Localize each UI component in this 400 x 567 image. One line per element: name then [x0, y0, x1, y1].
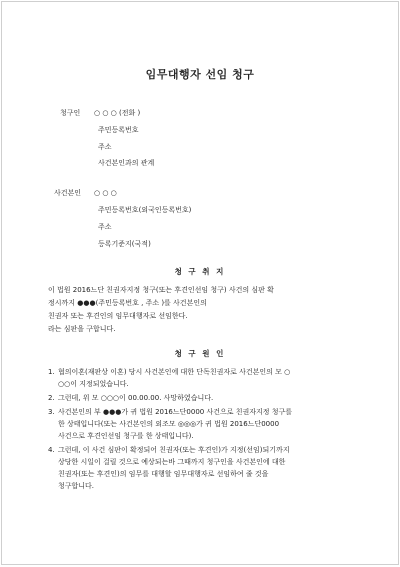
cause-heading: 청 구 원 인 [174, 349, 226, 358]
cause-item-line: 사건본인의 부 ●●●가 귀 법원 2016느단0000 사건으로 친권자지정 청구를 [58, 408, 293, 416]
applicant-address-label: 주소 [98, 143, 112, 151]
cause-item-number: 2. [48, 394, 55, 402]
cause-item-number: 4. [48, 446, 55, 454]
cause-item [48, 444, 368, 492]
cause-item [48, 366, 368, 390]
purpose-line: 이 법원 2016느단 친권자지정 청구(또는 후견인선임 청구) 사건의 심판 확 [48, 286, 274, 294]
cause-item-number: 3. [48, 408, 55, 416]
cause-item-line: 친권자(또는 후견인)의 임무를 대행할 임무대행자로 선임하여 줄 것을 [58, 470, 269, 478]
cause-item-number: 1. [48, 368, 55, 376]
cause-item-line: 한 상태입니다(또는 사건본인의 외조모 ◎◎◎가 귀 법원 2016느단0000 [58, 420, 280, 428]
purpose-heading: 청 구 취 지 [174, 267, 226, 276]
principal-rrn-label: 주민등록번호(외국인등록번호) [98, 206, 192, 214]
cause-item-line: 상당한 시일이 걸릴 것으로 예상되는바 그때까지 청구인을 사건본인에 대한 [58, 458, 286, 466]
cause-item-line: 협의이혼(재판상 이혼) 당시 사건본인에 대한 단독친권자로 사건본인의 모 ○ [58, 368, 291, 376]
purpose-line: 정시까지 ●●●(주민등록번호 , 주소 )를 사건본인의 [48, 299, 207, 307]
purpose-line: 친권자 또는 후견인의 임무대행자로 선임한다. [48, 312, 188, 320]
principal-registry-label: 등록기준지(국적) [98, 240, 151, 248]
applicant-rrn-label: 주민등록번호 [98, 126, 139, 134]
principal-name-line: ○ ○ ○ [94, 189, 117, 197]
cause-item-line: 그런데, 위 모 ○○○이 00.00.00. 사망하였습니다. [58, 394, 214, 402]
cause-item [48, 392, 368, 404]
cause-item-line: ○○이 지정되었습니다. [58, 380, 129, 388]
cause-item-line: 사건으로 후견인선임 청구를 한 상태입니다). [58, 432, 194, 440]
cause-item-line: 청구합니다. [58, 482, 95, 490]
purpose-line: 라는 심판을 구합니다. [48, 325, 116, 333]
applicant-name-line: ○ ○ ○ (전화 ) [94, 109, 141, 117]
applicant-relation-label: 사건본인과의 관계 [98, 159, 155, 167]
document-page [1, 1, 399, 565]
document-title: 임무대행자 선임 청구 [145, 68, 255, 81]
applicant-label: 청구인 [60, 109, 81, 117]
principal-address-label: 주소 [98, 223, 112, 231]
cause-item [48, 406, 368, 442]
cause-item-line: 그런데, 이 사건 심판이 확정되어 친권자(또는 후견인)가 지정(선임)되기까지 [58, 446, 290, 454]
principal-label: 사건본인 [54, 189, 82, 197]
